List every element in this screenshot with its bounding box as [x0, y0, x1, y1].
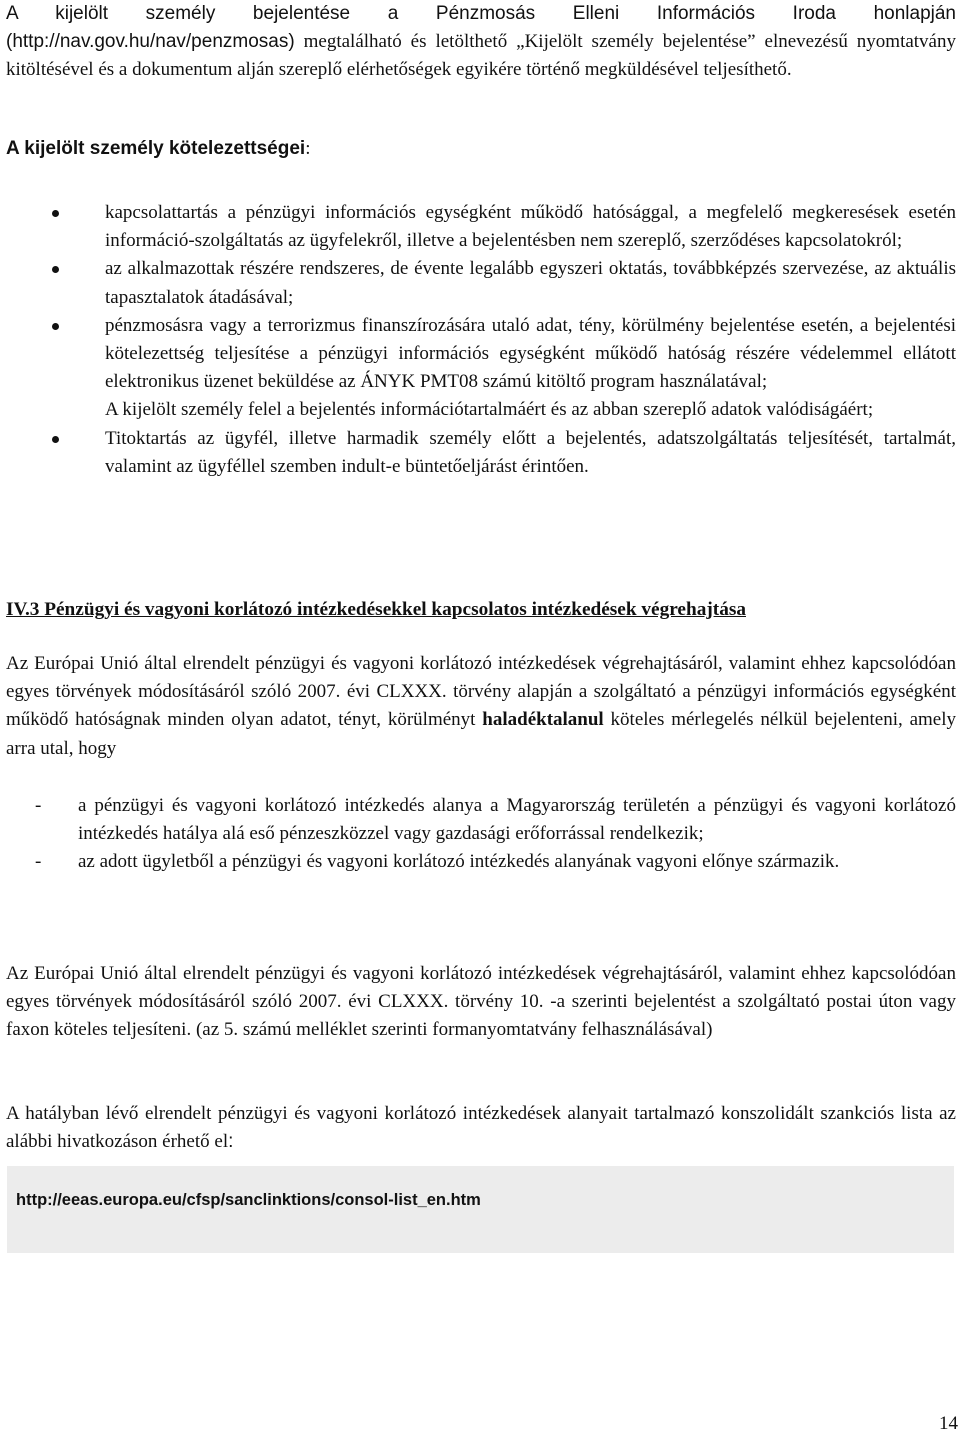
- list-item: [6, 792, 956, 848]
- list-item: [6, 199, 956, 255]
- para1-emphasis: haladéktalanul: [482, 709, 604, 731]
- sanctions-list-link[interactable]: http://eeas.europa.eu/cfsp/sanclinktions/consol-list_en.htm: [16, 1191, 481, 1209]
- list-item-text: kapcsolattartás a pénzügyi információs egységként működő hatósággal, a megfelelő megkeresések esetén információ-szolgáltatás az ügyfelekről, illetve a bejelentésben nem szereplő, szerződéses kapcsolatokról;: [105, 202, 956, 252]
- intro-text-part1: A kijelölt személy bejelentése a Pénzmosás Elleni Információs Iroda honlapján (http://nav.gov.hu/nav/penzmosas): [6, 3, 956, 53]
- para3-colon: :: [228, 1131, 234, 1153]
- intro-text-part2: megtalálható és letölthető „Kijelölt személy bejelentése” elnevezésű nyomtatvány kitöltésével és a dokumentum alján szereplő elérhetőségek egyikére történő megküldésével teljesíthető.: [6, 31, 956, 81]
- list-item-text: A kijelölt személy felel a bejelentés információtartalmáért és az abban szereplő adatok valódiságáért;: [105, 399, 874, 421]
- section-paragraph-3: [6, 1100, 956, 1156]
- list-item-text: az adott ügyletből a pénzügyi és vagyoni korlátozó intézkedés alanyának vagyoni előnye származik.: [78, 851, 840, 873]
- list-item: [6, 312, 956, 397]
- page-number: 14: [939, 1413, 958, 1434]
- list-item: [6, 848, 956, 876]
- list-item-text: Titoktartás az ügyfél, illetve harmadik személy előtt a bejelentés, adatszolgáltatás teljesítését, tartalmát, valamint az ügyféllel szemben indult-e büntetőeljárást érintően.: [105, 427, 956, 477]
- intro-paragraph: [6, 0, 956, 85]
- list-item-text: pénzmosásra vagy a terrorizmus finanszírozására utaló adat, tény, körülmény bejelentése esetén, a bejelentési kötelezettség teljesítése a pénzügyi információs egységként működő hatóság részére védelemmel ellátott elektronikus üzenet beküldése az ÁNYK PMT08 számú kitöltő program használatával;: [105, 314, 956, 393]
- link-box: [7, 1166, 954, 1253]
- list-item: [6, 255, 956, 311]
- dash-marker: -: [35, 851, 42, 873]
- obligations-title: [6, 135, 310, 163]
- bullet-icon: [52, 436, 59, 443]
- list-item-text: a pénzügyi és vagyoni korlátozó intézkedés alanya a Magyarország területén a pénzügyi és vagyoni korlátozó intézkedés hatálya alá eső pénzeszközzel vagy gazdasági erőforrással rendelkezik;: [78, 795, 956, 845]
- list-item: [6, 425, 956, 481]
- conditions-list: [6, 792, 956, 877]
- section-paragraph-2: Az Európai Unió által elrendelt pénzügyi és vagyoni korlátozó intézkedések végrehajtásáról, valamint ehhez kapcsolódóan egyes törvények módosításáról szóló 2007. évi CLXXX. törvény 10. -a szerinti bejelentést a szolgáltató postai úton vagy faxon köteles teljesíteni. (az 5. számú melléklet szerinti formanyomtatvány felhasználásával): [6, 963, 956, 1041]
- obligations-list: [6, 199, 956, 481]
- list-item: [6, 396, 956, 424]
- section-heading: IV.3 Pénzügyi és vagyoni korlátozó intézkedésekkel kapcsolatos intézkedések végrehajtása: [6, 599, 746, 620]
- bullet-icon: [52, 323, 59, 330]
- obligations-title-text: A kijelölt személy kötelezettségei: [6, 138, 306, 159]
- para1-text-end: köteles mérlegelés nélkül bejelenteni, amely arra utal, hogy: [6, 709, 956, 759]
- para3-text: A hatályban lévő elrendelt pénzügyi és vagyoni korlátozó intézkedések alanyait tartalmazó konszolidált szankciós lista az alábbi hivatkozáson érhető el: [6, 1103, 956, 1153]
- obligations-title-colon: :: [305, 138, 311, 159]
- section-paragraph-1: [6, 650, 956, 763]
- dash-marker: -: [35, 795, 42, 816]
- para1-text: Az Európai Unió által elrendelt pénzügyi és vagyoni korlátozó intézkedések végrehajtásáról, valamint ehhez kapcsolódóan egyes törvények módosításáról szóló 2007. évi CLXXX. törvény alapján a szolgáltató a pénzügyi információs egységként működő hatóságnak minden olyan adatot, tényt, körülményt: [6, 653, 956, 731]
- bullet-icon: [52, 210, 59, 217]
- list-item-text: az alkalmazottak részére rendszeres, de évente legalább egyszeri oktatás, továbbképzés szervezése, az aktuális tapasztalatok átadásával;: [105, 258, 956, 308]
- bullet-icon: [52, 266, 59, 273]
